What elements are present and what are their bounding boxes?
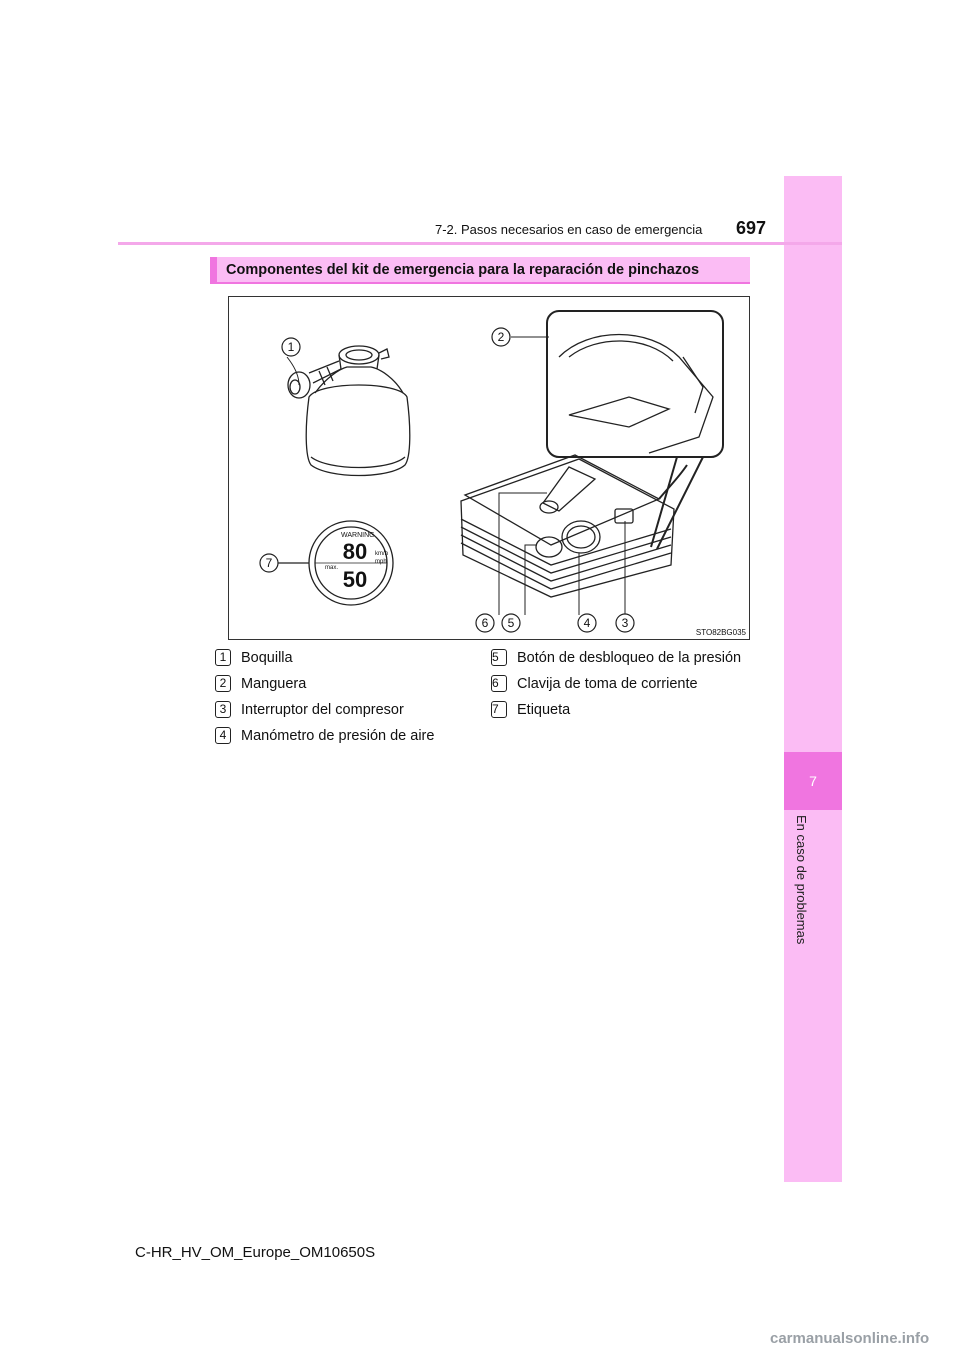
legend-item [215, 726, 485, 746]
chapter-number: 7 [809, 773, 817, 789]
chapter-title: En caso de problemas [794, 815, 809, 945]
page-number: 697 [736, 218, 767, 238]
legend-text: Clavija de toma de corriente [517, 676, 698, 692]
callout-5: 5 [507, 616, 515, 630]
legend-text: Manguera [241, 676, 307, 692]
legend-number: 4 [215, 727, 231, 744]
sticker-top-value: 80 [342, 539, 368, 564]
sticker-unit-top: km/h [375, 551, 389, 557]
legend-item [215, 648, 485, 668]
sticker-unit-bottom: mph [375, 559, 387, 565]
heading-accent-bar [210, 257, 217, 282]
legend-item [491, 674, 745, 694]
section-heading: Componentes del kit de emergencia para la reparación de pinchazos [226, 262, 700, 278]
callout-2: 2 [497, 330, 505, 344]
section-title: 7-2. Pasos necesarios en caso de emergencia [435, 222, 703, 237]
legend-number: 6 [491, 675, 507, 692]
legend-item [491, 700, 745, 720]
sticker-max: max. [325, 565, 339, 571]
callout-3: 3 [621, 616, 629, 630]
callout-4: 4 [583, 616, 591, 630]
watermark: carmanualsonline.info [770, 1330, 930, 1347]
chapter-number-tab[interactable] [784, 752, 842, 810]
sealant-bottle [288, 346, 410, 476]
callout-6: 6 [481, 616, 489, 630]
sticker-bottom-value: 50 [342, 567, 368, 592]
legend-number: 5 [491, 649, 507, 666]
legend-left [215, 648, 485, 752]
legend-number: 2 [215, 675, 231, 692]
figure-code: STO82BG035 [695, 628, 746, 637]
sticker-warning: WARNING [341, 532, 375, 539]
legend-right [491, 648, 745, 726]
legend-text: Etiqueta [517, 702, 571, 718]
header-rule [118, 242, 842, 245]
section-heading-box [210, 257, 750, 284]
manual-code: C-HR_HV_OM_Europe_OM10650S [135, 1244, 376, 1261]
callout-1: 1 [287, 340, 295, 354]
legend-text: Interruptor del compresor [241, 702, 404, 718]
legend-text: Manómetro de presión de aire [241, 728, 435, 744]
legend-number: 7 [491, 701, 507, 718]
legend-item [215, 674, 485, 694]
legend-number: 1 [215, 649, 231, 666]
kit-drawing [229, 297, 749, 639]
compressor-body [461, 455, 687, 597]
kit-illustration [228, 296, 750, 640]
callout-7: 7 [265, 556, 273, 570]
legend-text: Botón de desbloqueo de la presión [517, 650, 742, 666]
legend-item [215, 700, 485, 720]
hose-detail-inset [547, 311, 723, 549]
legend-item [491, 648, 745, 668]
legend-number: 3 [215, 701, 231, 718]
legend-text: Boquilla [241, 650, 293, 666]
